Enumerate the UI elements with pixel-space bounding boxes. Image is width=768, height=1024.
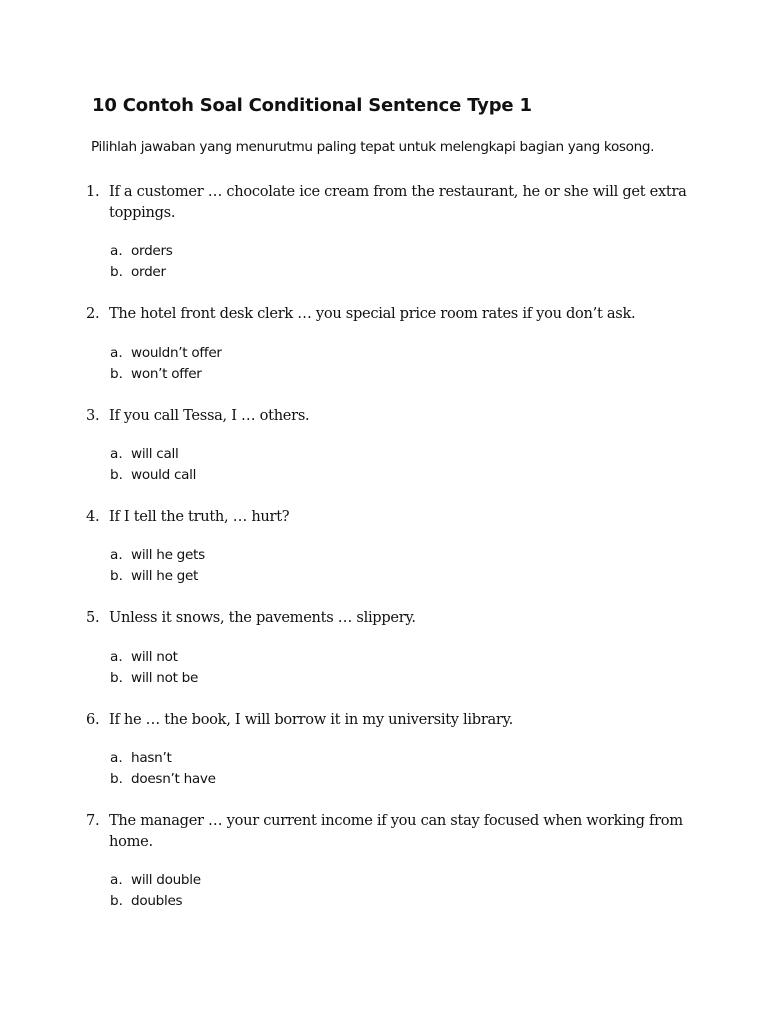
- option-letter: a.: [110, 750, 123, 766]
- option-a: [0, 343, 768, 364]
- option-letter: b.: [110, 893, 123, 909]
- option-text: will not be: [131, 670, 199, 686]
- option-text: will double: [131, 872, 201, 888]
- page-title: 10 Contoh Soal Conditional Sentence Type 1: [92, 95, 532, 116]
- option-b: [0, 891, 768, 912]
- option-text: will he get: [131, 568, 199, 584]
- question-number: 5.: [86, 609, 100, 626]
- option-letter: b.: [110, 771, 123, 787]
- question-number: 6.: [86, 711, 100, 728]
- option-text: orders: [131, 243, 173, 259]
- question-number: 3.: [86, 407, 100, 424]
- option-letter: a.: [110, 872, 123, 888]
- option-letter: b.: [110, 467, 123, 483]
- option-text: would call: [131, 467, 197, 483]
- question-text: If you call Tessa, I … others.: [109, 407, 310, 424]
- question-number: 7.: [86, 812, 100, 829]
- option-text: won’t offer: [131, 366, 202, 382]
- option-a: [0, 748, 768, 769]
- option-text: will he gets: [131, 547, 205, 563]
- option-a: [0, 870, 768, 891]
- option-letter: a.: [110, 243, 123, 259]
- question-number: 2.: [86, 305, 100, 322]
- question-text: If he … the book, I will borrow it in my university library.: [109, 711, 513, 728]
- option-text: doubles: [131, 893, 183, 909]
- option-a: [0, 545, 768, 566]
- option-a: [0, 647, 768, 668]
- option-text: doesn’t have: [131, 771, 216, 787]
- option-text: wouldn’t offer: [131, 345, 222, 361]
- instruction-text: Pilihlah jawaban yang menurutmu paling tepat untuk melengkapi bagian yang kosong.: [91, 139, 655, 155]
- option-text: order: [131, 264, 166, 280]
- question-text: The manager … your current income if you can stay focused when working from home.: [109, 812, 683, 850]
- question-text: If I tell the truth, … hurt?: [109, 508, 290, 525]
- option-letter: a.: [110, 345, 123, 361]
- option-b: [0, 566, 768, 587]
- question-number: 4.: [86, 508, 100, 525]
- option-b: [0, 668, 768, 689]
- option-b: [0, 769, 768, 790]
- option-text: hasn’t: [131, 750, 172, 766]
- option-text: will not: [131, 649, 178, 665]
- option-letter: a.: [110, 547, 123, 563]
- option-letter: b.: [110, 366, 123, 382]
- question-text: The hotel front desk clerk … you special price room rates if you don’t ask.: [109, 305, 636, 322]
- option-b: [0, 364, 768, 385]
- option-letter: b.: [110, 264, 123, 280]
- question-text: Unless it snows, the pavements … slippery.: [109, 609, 416, 626]
- option-letter: b.: [110, 568, 123, 584]
- question-number: 1.: [86, 183, 100, 200]
- question-text: If a customer … chocolate ice cream from the restaurant, he or she will get extra toppings.: [109, 183, 687, 221]
- option-letter: a.: [110, 446, 123, 462]
- option-letter: b.: [110, 670, 123, 686]
- option-text: will call: [131, 446, 179, 462]
- option-b: [0, 262, 768, 283]
- option-a: [0, 241, 768, 262]
- option-b: [0, 465, 768, 486]
- option-a: [0, 444, 768, 465]
- option-letter: a.: [110, 649, 123, 665]
